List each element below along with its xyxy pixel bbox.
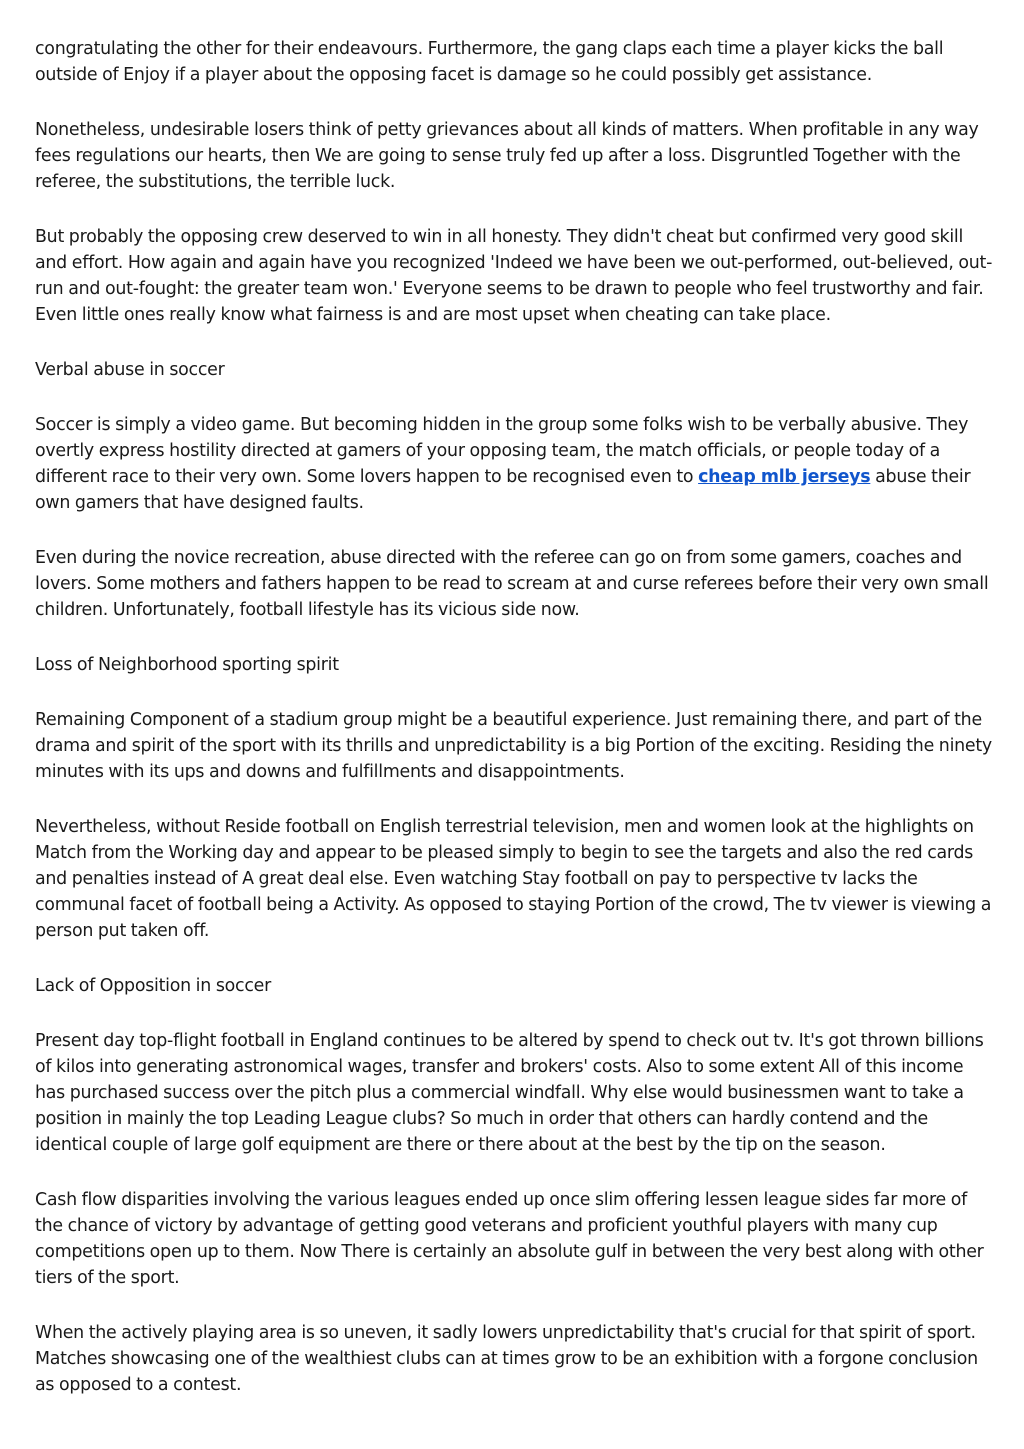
paragraph: Present day top-flight football in England continues to be altered by spend to check out tv. It's got thrown billions of kilos into generating astronomical wages, transfer and brokers' costs. Also to some extent All of this income has purchased success over the pitch plus a commercial windfall. Why else would businessmen want to take a position in mainly the top Leading League clubs? So much in order that others can hardly contend and the identical couple of large golf equipment are there or there about at the best by the tip on the season. [35,1031,984,1155]
section-heading: Lack of Opposition in soccer [35,976,271,996]
paragraph: When the actively playing area is so uneven, it sadly lowers unpredictability that's crucial for that spirit of sport. Matches showcasing one of the wealthiest clubs can at times grow to be an exhibition with a forgone conclusion as opposed to a contest. [35,1323,978,1395]
document-body [35,36,995,1427]
paragraph: But probably the opposing crew deserved to win in all honesty. They didn't cheat but confirmed very good skill and effort. How again and again have you recognized 'Indeed we have been we out-performed, out-believed, out-run and out-fought: the greater team won.' Everyone seems to be drawn to people who feel trustworthy and fair. Even little ones really know what fairness is and are most upset when cheating can take place. [35,227,993,325]
section-heading: Loss of Neighborhood sporting spirit [35,655,339,675]
cheap-mlb-jerseys-link[interactable]: cheap mlb jerseys [698,467,871,487]
paragraph-with-link [35,412,995,516]
paragraph: congratulating the other for their endeavours. Furthermore, the gang claps each time a player kicks the ball outside of Enjoy if a player about the opposing facet is damage so he could possibly get assistance. [35,39,944,85]
paragraph: Cash flow disparities involving the various leagues ended up once slim offering lessen league sides far more of the chance of victory by advantage of getting good veterans and proficient youthful players with many cup competitions open up to them. Now There is certainly an absolute gulf in between the very best along with other tiers of the sport. [35,1190,984,1288]
paragraph: Even during the novice recreation, abuse directed with the referee can go on from some gamers, coaches and lovers. Some mothers and fathers happen to be read to scream at and curse referees before their very own small children. Unfortunately, football lifestyle has its vicious side now. [35,548,989,620]
paragraph-text: Soccer is simply a video game. But becoming hidden in the group some folks wish to be verbally abusive. They overtly express hostility directed at gamers of your opposing team, the match officials, or people today of a different race to their very own. Some lovers happen to be recognised even to [35,415,969,487]
paragraph: Nonetheless, undesirable losers think of petty grievances about all kinds of matters. When profitable in any way fees regulations our hearts, then We are going to sense truly fed up after a loss. Disgruntled Together with the referee, the substitutions, the terrible luck. [35,120,979,192]
paragraph: Nevertheless, without Reside football on English terrestrial television, men and women look at the highlights on Match from the Working day and appear to be pleased simply to begin to see the targets and also the red cards and penalties instead of A great deal else. Even watching Stay football on pay to perspective tv lacks the communal facet of football being a Activity. As opposed to staying Portion of the crowd, The tv viewer is viewing a person put taken off. [35,817,992,941]
section-heading: Verbal abuse in soccer [35,360,225,380]
paragraph-text: abuse their own gamers that have designed faults. [35,467,971,513]
paragraph: Remaining Component of a stadium group might be a beautiful experience. Just remaining there, and part of the drama and spirit of the sport with its thrills and unpredictability is a big Portion of the exciting. Residing the ninety minutes with its ups and downs and fulfillments and disappointments. [35,710,992,782]
